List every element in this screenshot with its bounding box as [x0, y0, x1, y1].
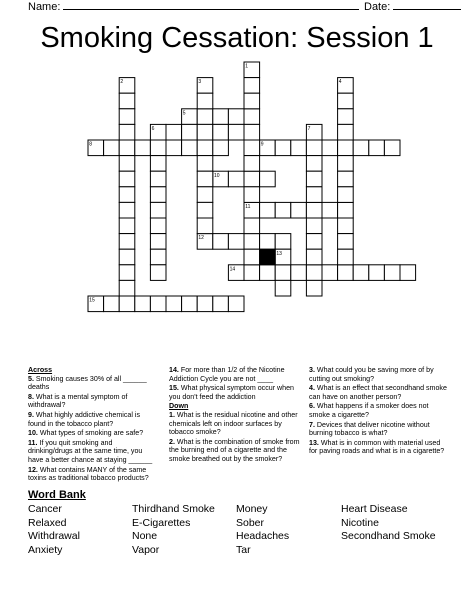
- clues-column-2: [169, 366, 303, 465]
- grid-cell[interactable]: [400, 265, 416, 281]
- grid-cell[interactable]: [150, 265, 166, 281]
- cell-number: 1: [245, 63, 248, 70]
- grid-cell[interactable]: [150, 187, 166, 203]
- clue-item: [28, 411, 158, 428]
- grid-cell[interactable]: [104, 296, 120, 312]
- grid-cell[interactable]: [369, 265, 385, 281]
- cell-number: 3: [198, 79, 202, 86]
- grid-cell[interactable]: [260, 171, 276, 187]
- grid-cell[interactable]: [306, 187, 322, 203]
- grid-cell[interactable]: [244, 124, 260, 140]
- cell-number: 2: [120, 79, 124, 86]
- clue-text: What is the residual nicotine and other chemicals left on indoor surfaces by tobacco smoke?: [169, 410, 298, 437]
- word-bank-entry: Withdrawal: [28, 530, 80, 542]
- clue-item: [169, 384, 303, 401]
- clue-text: What happens if a smoker does not smoke a cigarette?: [309, 402, 429, 419]
- grid-cell[interactable]: [166, 140, 182, 156]
- word-bank-entry: Thirdhand Smoke: [132, 503, 215, 515]
- grid-cell[interactable]: [322, 265, 338, 281]
- clues-column-1: [28, 366, 158, 484]
- grid-cell[interactable]: [119, 265, 135, 281]
- clue-number: 1.: [169, 410, 175, 419]
- cell-number: 10: [214, 172, 220, 179]
- grid-cell[interactable]: [306, 171, 322, 187]
- grid-cell[interactable]: [228, 234, 244, 250]
- grid-cell[interactable]: [119, 218, 135, 234]
- grid-cell[interactable]: [244, 218, 260, 234]
- grid-cell[interactable]: [182, 124, 198, 140]
- grid-cell[interactable]: [119, 296, 135, 312]
- grid-cell[interactable]: [244, 234, 260, 250]
- grid-cell[interactable]: [244, 265, 260, 281]
- clue-number: 9.: [28, 410, 34, 419]
- grid-cell[interactable]: [306, 249, 322, 265]
- grid-cell[interactable]: [244, 156, 260, 172]
- page-title: Smoking Cessation: Session 1: [40, 22, 434, 54]
- clue-number: 15.: [169, 384, 179, 393]
- grid-cell[interactable]: [213, 124, 229, 140]
- grid-cell[interactable]: [306, 202, 322, 218]
- grid-cell[interactable]: [275, 280, 291, 296]
- grid-cell[interactable]: [353, 140, 369, 156]
- clue-item: [309, 384, 449, 401]
- grid-cell[interactable]: [135, 140, 151, 156]
- grid-cell[interactable]: [197, 156, 213, 172]
- name-label: Name:: [28, 1, 61, 13]
- word-bank-title: Word Bank: [28, 489, 86, 501]
- grid-cell[interactable]: [275, 140, 291, 156]
- grid-cell[interactable]: [275, 265, 291, 281]
- clue-number: 14.: [169, 366, 179, 374]
- clue-item: [169, 366, 303, 383]
- clue-text: What is an effect that secondhand smoke can have on another person?: [309, 384, 447, 401]
- grid-cell[interactable]: [228, 124, 244, 140]
- clue-item: [309, 439, 449, 456]
- grid-cell[interactable]: [291, 202, 307, 218]
- grid-cell[interactable]: [150, 171, 166, 187]
- grid-cell[interactable]: [197, 187, 213, 203]
- clue-text: Smoking causes 30% of all ______ deaths: [28, 374, 147, 392]
- clue-text: What is the combination of smoke from the burning end of a cigarette and the smoke breathed out by the smoker?: [169, 437, 300, 463]
- grid-cell[interactable]: [369, 140, 385, 156]
- cell-number: 4: [338, 79, 342, 86]
- cell-number: 15: [89, 297, 95, 304]
- grid-cell[interactable]: [322, 202, 338, 218]
- grid-cell[interactable]: [150, 140, 166, 156]
- grid-cell[interactable]: [150, 249, 166, 265]
- grid-cell[interactable]: [119, 202, 135, 218]
- across-heading: Across: [28, 366, 53, 374]
- cell-number: 13: [276, 250, 282, 257]
- clue-item: [169, 411, 303, 437]
- grid-cell[interactable]: [353, 265, 369, 281]
- clue-text: If you quit smoking and drinking/drugs at the same time, you have a better chance at staying ______: [28, 438, 153, 464]
- grid-cell[interactable]: [260, 265, 276, 281]
- grid-cell[interactable]: [119, 187, 135, 203]
- grid-cell[interactable]: [166, 124, 182, 140]
- grid-cell[interactable]: [213, 296, 229, 312]
- grid-cell[interactable]: [338, 202, 354, 218]
- grid-cell[interactable]: [384, 265, 400, 281]
- grid-cell[interactable]: [275, 234, 291, 250]
- grid-cell[interactable]: [213, 109, 229, 125]
- grid-cell[interactable]: [119, 140, 135, 156]
- word-bank-entry: Tar: [236, 543, 251, 556]
- grid-cell[interactable]: [150, 296, 166, 312]
- clue-text: What highly addictive chemical is found in the tobacco plant?: [28, 410, 140, 428]
- cell-number: 7: [307, 126, 311, 132]
- grid-cell[interactable]: [338, 171, 354, 187]
- word-bank-entry: Vapor: [132, 543, 160, 556]
- word-bank-entry: Secondhand Smoke: [341, 530, 436, 542]
- clue-item: [28, 466, 158, 483]
- clue-item: [28, 429, 158, 438]
- clue-text: What physical symptom occur when you don't feed the addiction: [169, 384, 295, 401]
- word-bank-entry: Anxiety: [28, 543, 63, 556]
- clue-number: 8.: [28, 392, 34, 401]
- word-bank-entry: E-Cigarettes: [132, 516, 191, 529]
- grid-cell[interactable]: [197, 124, 213, 140]
- grid-cell[interactable]: [306, 218, 322, 234]
- grid-cell[interactable]: [197, 109, 213, 125]
- clue-text: What contains MANY of the same toxins as traditional tobacco products?: [28, 465, 149, 483]
- cell-number: 6: [151, 126, 155, 132]
- clue-item: [309, 421, 449, 438]
- clue-number: 11.: [28, 438, 38, 447]
- grid-cell[interactable]: [213, 234, 229, 250]
- grid-cell[interactable]: [197, 218, 213, 234]
- cell-number: 11: [245, 204, 251, 210]
- grid-cell[interactable]: [150, 156, 166, 172]
- clue-number: 3.: [309, 366, 315, 374]
- grid-cell[interactable]: [244, 187, 260, 203]
- grid-cell[interactable]: [197, 93, 213, 109]
- clue-item: [309, 402, 449, 419]
- grid-cell[interactable]: [338, 265, 354, 281]
- grid-cell[interactable]: [197, 296, 213, 312]
- grid-cell[interactable]: [244, 140, 260, 156]
- grid-cell[interactable]: [228, 171, 244, 187]
- word-bank-entry: Money: [236, 503, 268, 515]
- grid-cell[interactable]: [338, 156, 354, 172]
- grid-cell[interactable]: [338, 234, 354, 250]
- grid-cell[interactable]: [244, 93, 260, 109]
- grid-cell[interactable]: [338, 218, 354, 234]
- word-bank-entry: None: [132, 530, 158, 542]
- grid-cell[interactable]: [150, 234, 166, 250]
- clue-text: What is a mental symptom of withdrawal?: [28, 392, 128, 410]
- grid-cell[interactable]: [338, 93, 354, 109]
- clue-item: [309, 366, 449, 383]
- clue-text: What could you be saving more of by cutting out smoking?: [309, 366, 434, 383]
- clue-number: 5.: [28, 374, 34, 383]
- black-square: [260, 249, 276, 265]
- grid-cell[interactable]: [119, 280, 135, 296]
- grid-cell[interactable]: [384, 140, 400, 156]
- grid-cell[interactable]: [306, 265, 322, 281]
- clue-number: 10.: [28, 429, 38, 438]
- grid-cell[interactable]: [104, 140, 120, 156]
- grid-cell[interactable]: [213, 140, 229, 156]
- grid-cell[interactable]: [228, 296, 244, 312]
- grid-cell[interactable]: [244, 78, 260, 94]
- grid-cell[interactable]: [338, 124, 354, 140]
- grid-cell[interactable]: [135, 296, 151, 312]
- grid-cell[interactable]: [244, 249, 260, 265]
- clue-item: [169, 438, 303, 464]
- grid-cell[interactable]: [119, 234, 135, 250]
- grid-cell[interactable]: [291, 140, 307, 156]
- grid-cell[interactable]: [275, 202, 291, 218]
- cell-number: 5: [182, 110, 186, 117]
- grid-cell[interactable]: [119, 156, 135, 172]
- grid-cell[interactable]: [338, 187, 354, 203]
- cell-number: 9: [260, 141, 264, 148]
- grid-cell[interactable]: [306, 156, 322, 172]
- grid-cell[interactable]: [119, 124, 135, 140]
- grid-cell[interactable]: [228, 109, 244, 125]
- word-bank-entry: Nicotine: [341, 516, 379, 529]
- clue-text: Devices that deliver nicotine without burning tobacco is what?: [309, 420, 430, 438]
- grid-cell[interactable]: [291, 265, 307, 281]
- word-bank-entry: Headaches: [236, 530, 290, 542]
- clue-item: [28, 375, 158, 392]
- grid-cell[interactable]: [119, 249, 135, 265]
- cell-number: 14: [229, 266, 236, 273]
- grid-cell[interactable]: [150, 218, 166, 234]
- grid-cell[interactable]: [338, 249, 354, 265]
- cell-number: 12: [198, 235, 204, 242]
- grid-cell[interactable]: [197, 202, 213, 218]
- clues-column-3: [309, 366, 449, 457]
- word-bank-entry: Cancer: [28, 503, 62, 515]
- grid-cell[interactable]: [119, 109, 135, 125]
- clue-number: 13.: [309, 438, 319, 447]
- grid-cell[interactable]: [182, 140, 198, 156]
- grid-cell[interactable]: [244, 109, 260, 125]
- clue-number: 12.: [28, 465, 38, 474]
- date-label: Date:: [364, 1, 391, 13]
- grid-cell[interactable]: [197, 140, 213, 156]
- clue-item: [28, 393, 158, 410]
- grid-cell[interactable]: [119, 171, 135, 187]
- grid-cell[interactable]: [260, 234, 276, 250]
- word-bank-entry: Relaxed: [28, 516, 67, 529]
- word-bank-entry: Sober: [236, 516, 265, 529]
- down-heading: Down: [169, 402, 189, 411]
- clue-text: For more than 1/2 of the Nicotine Addiction Cycle you are not ____: [169, 366, 285, 383]
- clue-number: 4.: [309, 384, 315, 393]
- clue-number: 2.: [169, 437, 175, 446]
- word-bank-entry: Heart Disease: [341, 503, 408, 515]
- grid-cell[interactable]: [322, 140, 338, 156]
- grid-cell[interactable]: [338, 109, 354, 125]
- clue-number: 7.: [309, 420, 315, 429]
- grid-cell[interactable]: [182, 296, 198, 312]
- grid-cell[interactable]: [260, 202, 276, 218]
- grid-cell[interactable]: [306, 140, 322, 156]
- grid-cell[interactable]: [119, 93, 135, 109]
- grid-cell[interactable]: [166, 296, 182, 312]
- grid-cell[interactable]: [306, 280, 322, 296]
- clue-text: What is in common with material used for paving roads and what is in a cigarette?: [309, 438, 445, 456]
- grid-cell[interactable]: [338, 140, 354, 156]
- clue-item: [28, 439, 158, 465]
- grid-cell[interactable]: [197, 171, 213, 187]
- clue-text: What types of smoking are safe?: [39, 429, 144, 438]
- grid-cell[interactable]: [244, 171, 260, 187]
- grid-cell[interactable]: [306, 234, 322, 250]
- clue-number: 6.: [309, 402, 315, 411]
- cell-number: 8: [89, 141, 92, 148]
- grid-cell[interactable]: [150, 202, 166, 218]
